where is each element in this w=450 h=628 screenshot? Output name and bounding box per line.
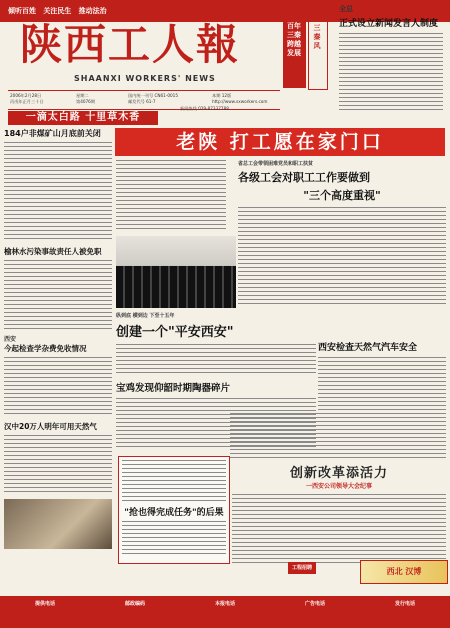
right-story-headline: 各级工会对职工工作要做到 (238, 171, 370, 184)
ad-brand: 西北 汉博 (386, 567, 422, 576)
stamp (308, 20, 328, 90)
right-story-kicker: 省总工会带领困难党员和职工扶贫 (238, 161, 314, 167)
police-photo (116, 236, 236, 308)
bottom-right-body (232, 494, 446, 564)
job-box[interactable] (288, 562, 316, 574)
right-mid-story (318, 340, 446, 410)
banner-left: 一滴太白路 十里草木香 (8, 111, 158, 125)
right-lower-body (230, 413, 446, 461)
issue-number: 第4076期 (76, 98, 96, 104)
right-story-headline-2: "三个高度重视" (303, 189, 381, 202)
top-slogans (8, 6, 107, 16)
bottom-left-body (122, 521, 226, 557)
police-figures (116, 266, 236, 308)
top-right-block (339, 4, 443, 114)
slogan-1: 倾听百姓 (8, 7, 36, 15)
right-story (238, 160, 446, 310)
dateline (8, 90, 280, 110)
left-headline-3: 今起检查学杂费免收情况 (4, 344, 87, 353)
left-column (4, 128, 112, 598)
website[interactable]: http://www.sxworkers.com (212, 98, 268, 104)
hotline: 新闻热线 029-87337788 (180, 106, 229, 111)
stamp-text: 三秦风 (313, 24, 321, 50)
footer-item-3: 本报电话 (214, 601, 235, 607)
cn-number: 国内统一刊号 CN61-0015 (128, 93, 179, 98)
center-top-body (116, 160, 226, 232)
masthead-subtitle: SHAANXI WORKERS' NEWS (74, 74, 216, 83)
right-mid-body (318, 357, 446, 412)
footer-bar (0, 596, 450, 628)
left-kicker-3: 西安 (4, 336, 17, 343)
slogan-3: 推动法治 (78, 7, 107, 15)
left-headline-2: 榆林水污染事故责任人被免职 (4, 247, 102, 256)
left-headline-4: 汉中20万人明年可用天然气 (4, 422, 97, 431)
slogan-2: 关注民生 (43, 7, 72, 15)
footer-item-1: 提供电话 (34, 601, 55, 607)
bottom-right-subheadline: 一西安公司领导大会纪事 (305, 483, 372, 490)
left-headline-1: 184户非煤矿山月底前关闭 (4, 129, 101, 138)
top-right-headline: 正式设立新闻发言人制度 (339, 19, 439, 29)
footer-item-4: 广告电话 (304, 601, 325, 607)
footer-item-2: 邮政编码 (124, 601, 145, 607)
weekday: 星期二 (76, 93, 89, 98)
left-photo (4, 499, 112, 549)
bottom-left-story (118, 456, 230, 564)
post-code: 邮发代号 61-7 (128, 98, 156, 104)
page-count: 本期 12版 (212, 93, 232, 98)
left-body-4 (4, 435, 112, 495)
lunar-date: 丙戌年正月三十日 (10, 98, 44, 104)
ad-box[interactable] (360, 560, 448, 584)
side-label: 百年三秦 跨越发展 (287, 22, 301, 57)
main-banner (115, 128, 445, 156)
main-banner-text: 老陕 打工愿在家门口 (176, 131, 384, 153)
center-story-kicker: 纵到底 横到边 下至十五年 (116, 313, 175, 319)
left-mid-headline: 宝鸡发现仰韶时期陶器碎片 (116, 383, 231, 394)
masthead-title: 陕西工人報 (20, 20, 241, 69)
top-right-kicker: 全总 (339, 5, 353, 13)
top-right-body (339, 33, 443, 113)
left-body-2 (4, 260, 112, 330)
bottom-right-story (232, 462, 446, 562)
center-story (116, 312, 316, 374)
footer-item-5: 发行电话 (394, 601, 415, 607)
left-body-3 (4, 357, 112, 417)
bottom-left-body-top (122, 460, 226, 502)
bottom-left-headline: "抢也得完成任务"的后果 (124, 508, 224, 518)
center-story-headline: 创建一个"平安西安" (116, 325, 234, 340)
bottom-right-headline: 创新改革添活力 (289, 466, 388, 481)
left-body-1 (4, 142, 112, 242)
right-mid-headline: 西安检查天然气汽车安全 (318, 343, 418, 353)
center-story-body (116, 344, 316, 376)
date: 2006年2月28日 (10, 93, 42, 98)
job-box-title: 工程招聘 (291, 565, 312, 571)
right-story-body (238, 207, 446, 307)
